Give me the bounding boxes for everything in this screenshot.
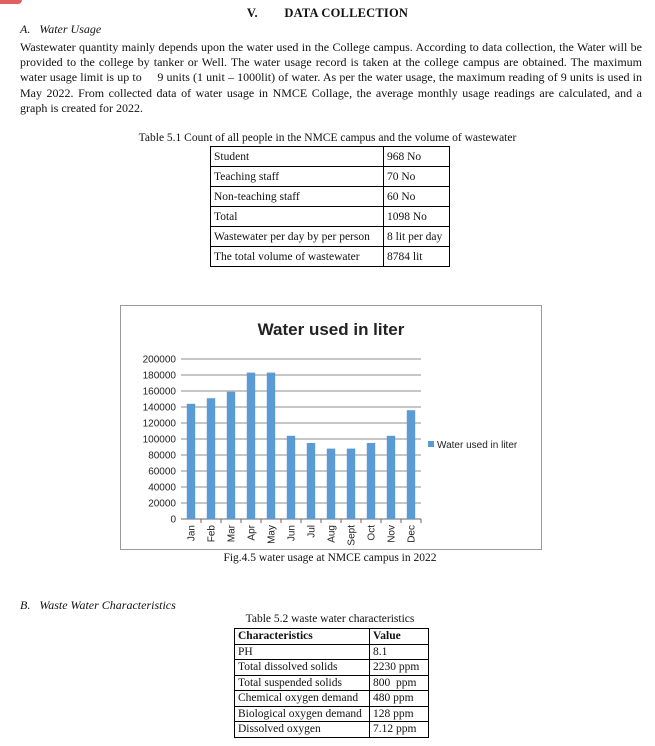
y-tick-label: 160000 <box>142 386 176 398</box>
x-tick-label: Jan <box>186 525 198 542</box>
table-cell: 8784 lit <box>384 247 450 267</box>
x-tick-label: Nov <box>386 525 398 543</box>
table-row <box>211 247 450 267</box>
x-tick-label: Mar <box>226 525 238 543</box>
y-tick-label: 60000 <box>148 466 176 478</box>
chart-svg <box>121 306 541 549</box>
y-tick-label: 200000 <box>142 354 176 366</box>
y-tick-label: 0 <box>170 514 176 526</box>
x-tick-label: Apr <box>246 525 258 541</box>
y-tick-label: 100000 <box>142 434 176 446</box>
bar-dec <box>407 410 415 519</box>
table-row <box>235 660 429 676</box>
bar-apr <box>247 373 255 519</box>
y-tick-label: 20000 <box>148 498 176 510</box>
chart-grid <box>181 359 421 519</box>
x-tick-label: Jul <box>306 525 318 538</box>
y-axis-ticks <box>143 355 177 526</box>
x-tick-label: Aug <box>326 525 338 543</box>
chart-legend <box>428 440 518 451</box>
table-cell: Student <box>211 147 384 167</box>
chart-title: Water used in liter <box>257 320 405 339</box>
x-tick-label: Jun <box>286 525 298 542</box>
x-tick-label: Sept <box>346 525 358 546</box>
table-cell: Total suspended solids <box>235 675 370 691</box>
water-usage-chart <box>120 305 542 550</box>
bar-nov <box>387 436 395 519</box>
table2-caption: Table 5.2 waste water characteristics <box>245 613 415 625</box>
table-row <box>235 691 429 707</box>
bar-oct <box>367 443 375 519</box>
page-edge-mark <box>0 0 22 4</box>
table-row <box>211 167 450 187</box>
table-cell: Non-teaching staff <box>211 187 384 207</box>
table-cell: 2230 ppm <box>370 660 429 676</box>
subsection-a-title: A. Water Usage <box>20 22 102 36</box>
section-title: V. DATA COLLECTION <box>246 6 409 20</box>
bar-jun <box>287 436 295 519</box>
table-cell: 968 No <box>384 147 450 167</box>
x-tick-label: May <box>266 525 278 544</box>
table-cell: 60 No <box>384 187 450 207</box>
table-cell: Teaching staff <box>211 167 384 187</box>
characteristics-table <box>234 628 429 738</box>
bar-jan <box>187 404 195 519</box>
bar-jul <box>307 443 315 519</box>
table-cell: 1098 No <box>384 207 450 227</box>
figure-caption: Fig.4.5 water usage at NMCE campus in 2022 <box>223 552 437 564</box>
y-tick-label: 180000 <box>142 370 176 382</box>
people-table <box>210 146 450 267</box>
table-row <box>211 207 450 227</box>
table-cell: 800 ppm <box>370 675 429 691</box>
table-row <box>235 675 429 691</box>
bar-sept <box>347 449 355 519</box>
table-cell: 8.1 <box>370 644 429 660</box>
table-cell: Biological oxygen demand <box>235 706 370 722</box>
bar-feb <box>207 398 215 519</box>
chart-bars <box>187 373 415 519</box>
y-tick-label: 120000 <box>142 418 176 430</box>
table-cell: 8 lit per day <box>384 227 450 247</box>
table-row <box>235 644 429 660</box>
table-cell: PH <box>235 644 370 660</box>
x-tick-label: Feb <box>206 525 218 543</box>
table-cell: 7.12 ppm <box>370 722 429 738</box>
table-cell: Chemical oxygen demand <box>235 691 370 707</box>
table-cell: 480 ppm <box>370 691 429 707</box>
legend-swatch <box>428 441 434 447</box>
table-cell: Total <box>211 207 384 227</box>
y-tick-label: 40000 <box>148 482 176 494</box>
table1-caption: Table 5.1 Count of all people in the NMCE campus and the volume of wastewater <box>138 132 517 144</box>
x-tick-label: Oct <box>366 525 378 541</box>
table-row <box>211 187 450 207</box>
y-tick-label: 140000 <box>142 402 176 414</box>
bar-mar <box>227 392 235 519</box>
bar-may <box>267 373 275 519</box>
table-row <box>211 147 450 167</box>
subsection-b-title: B. Waste Water Characteristics <box>20 598 176 612</box>
table-cell: Dissolved oxygen <box>235 722 370 738</box>
table-cell: The total volume of wastewater <box>211 247 384 267</box>
table-row <box>235 722 429 738</box>
table-row <box>235 706 429 722</box>
table-header-row <box>235 629 429 645</box>
table-cell: 70 No <box>384 167 450 187</box>
table-cell: Wastewater per day by per person <box>211 227 384 247</box>
table-row <box>211 227 450 247</box>
y-tick-label: 80000 <box>148 450 176 462</box>
x-axis-ticks <box>187 519 422 546</box>
x-tick-label: Dec <box>406 525 418 543</box>
bar-aug <box>327 449 335 519</box>
column-header: Value <box>370 629 429 645</box>
table-cell: 128 ppm <box>370 706 429 722</box>
legend-label: Water used in liter <box>437 440 518 451</box>
table-cell: Total dissolved solids <box>235 660 370 676</box>
body-paragraph: Wastewater quantity mainly depends upon the water used in the College campus. According to data collection, the Water will be provided to the college by tanker or Well. The water usage record is taken at the college campus are obtained. The maximum water usage limit is up to 9 units (1 unit – 1000lit) of water. As per the water usage, the maximum reading of 9 units is used in May 2022. From collected data of water usage in NMCE Collage, the average monthly usage readings are calculated, and a graph is created for 2022. <box>20 40 645 115</box>
column-header: Characteristics <box>235 629 370 645</box>
